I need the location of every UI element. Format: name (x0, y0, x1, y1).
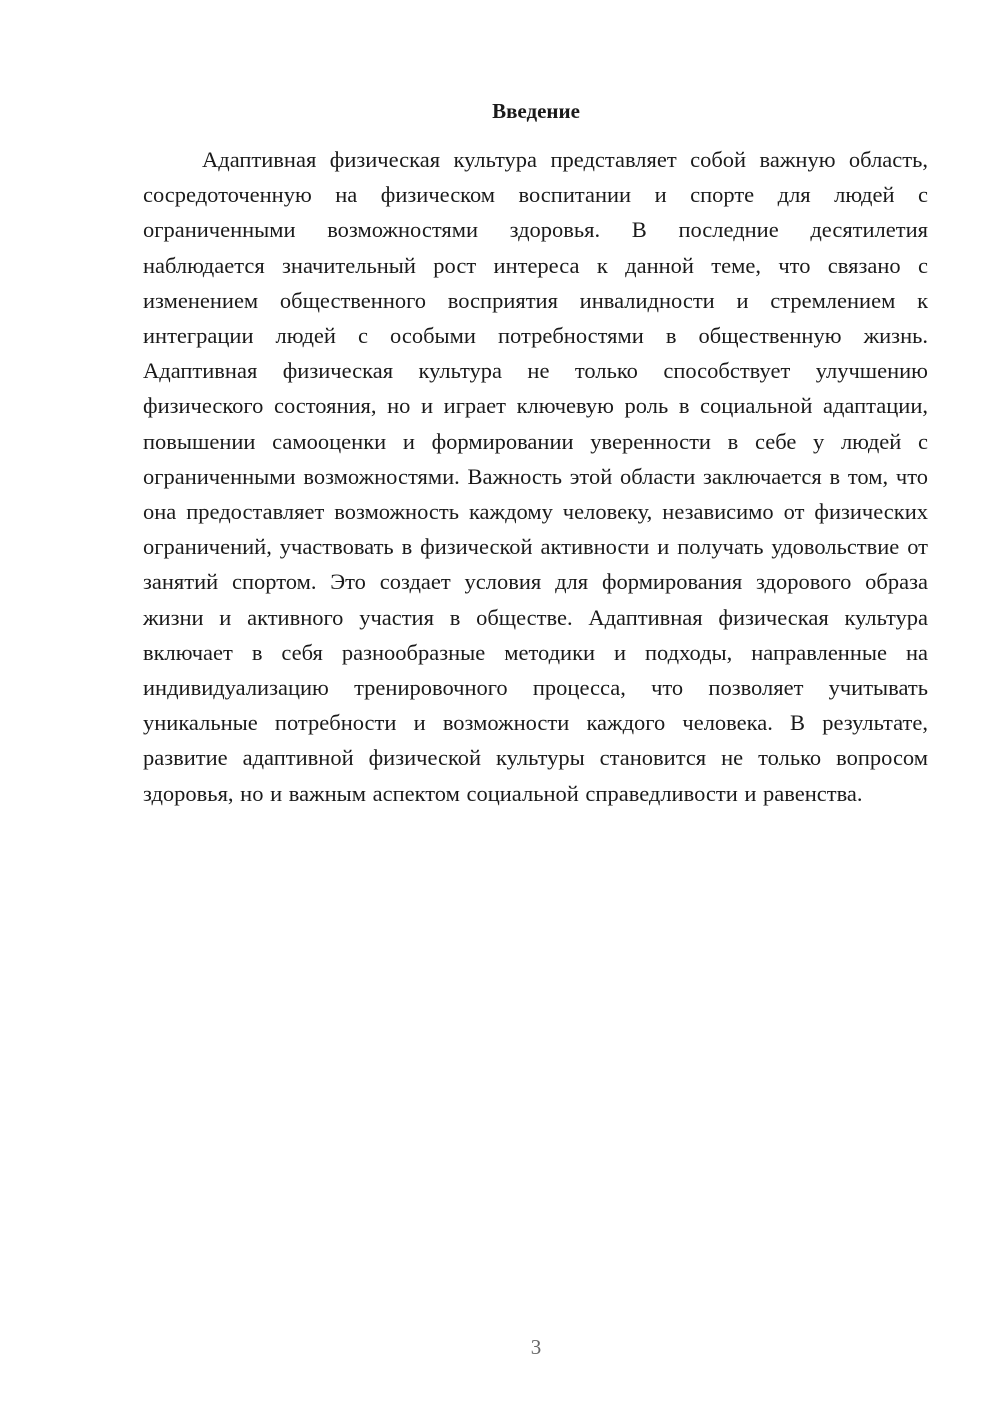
section-heading: Введение (492, 99, 580, 123)
page-number: 3 (530, 1335, 542, 1359)
body-paragraph: Адаптивная физическая культура представляет собой важную область, сосредоточенную на физическом воспитании и спорте для людей с ограниченными возможностями здоровья. В последние десятилетия наблюдается значительный рост интереса к данной теме, что связано с изменением общественного восприятия инвалидности и стремлением к интеграции людей с особыми потребностями в общественную жизнь. Адаптивная физическая культура не только способствует улучшению физического состояния, но и играет ключевую роль в социальной адаптации, повышении самооценки и формировании уверенности в себе у людей с ограниченными возможностями. Важность этой области заключается в том, что она предоставляет возможность каждому человеку, независимо от физических ограничений, участвовать в физической активности и получать удовольствие от занятий спортом. Это создает условия для формирования здорового образа жизни и активного участия в обществе. Адаптивная физическая культура включает в себя разнообразные методики и подходы, направленные на индивидуализацию тренировочного процесса, что позволяет учитывать уникальные потребности и возможности каждого человека. В результате, развитие адаптивной физической культуры становится не только вопросом здоровья, но и важным аспектом социальной справедливости и равенства. (143, 147, 928, 806)
